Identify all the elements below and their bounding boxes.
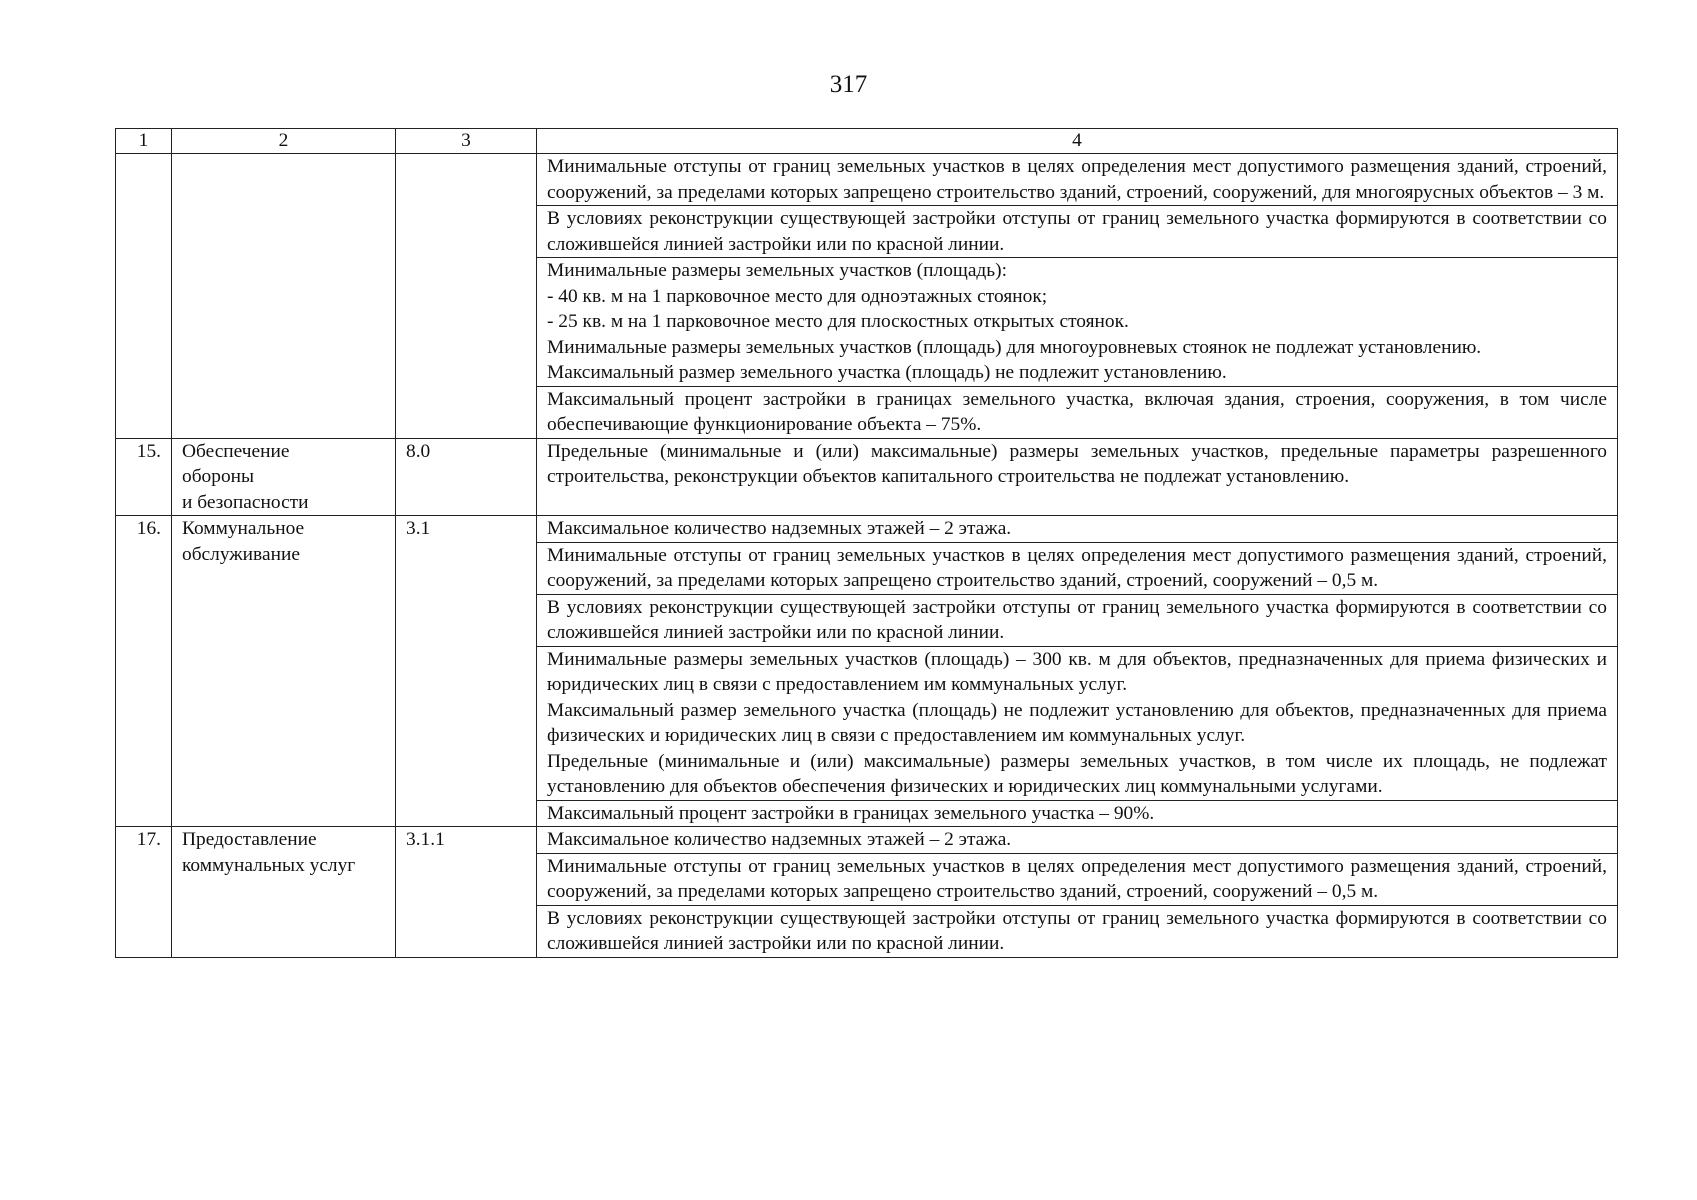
land-use-name-cell [172,516,396,827]
land-use-name-cell [172,154,396,439]
parameter-cell [537,800,1618,827]
parameter-paragraph: Минимальные размеры земельных участков (площадь): [547,260,1007,281]
column-header-3: 3 [396,129,537,154]
parameter-paragraph: Предельные (минимальные и (или) максимальные) размеры земельных участков, в том числе их площадь, не подлежат установлению для объектов обеспечения физических и юридических лиц коммунальными услугами. [547,750,1607,797]
page-number: 317 [829,71,868,98]
parameter-paragraph: Максимальный размер земельного участка (площадь) не подлежит установлению для объектов, предназначенных для приема физических и юридических лиц в связи с предоставлением им коммунальных услуг. [547,699,1607,746]
parameter-cell [537,438,1618,516]
land-use-name-cell [172,827,396,958]
table-row [116,438,1618,516]
table-row [116,154,1618,206]
parameter-paragraph: - 25 кв. м на 1 парковочное место для плоскостных открытых стоянок. [547,311,1129,332]
row-number-cell: 15. [116,438,172,516]
row-number-cell: 17. [116,827,172,958]
parameter-cell [537,206,1618,258]
parameter-paragraph: В условиях реконструкции существующей застройки отступы от границ земельного участка формируются в соответствии со сложившейся линией застройки или по красной линии. [547,596,1607,643]
table-row [116,827,1618,854]
land-use-code-cell: 3.1.1 [396,827,537,958]
parameter-cell [537,827,1618,854]
parameter-cell [537,258,1618,387]
parameter-cell [537,386,1618,438]
parameter-paragraph: Максимальное количество надземных этажей – 2 этажа. [547,518,1012,539]
parameter-cell [537,154,1618,206]
land-use-name-line: и безопасности [182,491,309,513]
land-use-name-line: Обеспечение [182,440,290,462]
column-header-1: 1 [116,129,172,154]
parameter-paragraph: В условиях реконструкции существующей застройки отступы от границ земельного участка формируются в соответствии со сложившейся линией застройки или по красной линии. [547,208,1607,255]
row-number-cell: 16. [116,516,172,827]
parameter-paragraph: Максимальный процент застройки в границах земельного участка – 90%. [547,802,1155,824]
land-use-name-line: Коммунальное [182,518,305,539]
parameter-paragraph: Максимальный размер земельного участка (площадь) не подлежит установлению. [547,362,1227,383]
regulations-table [115,128,1618,958]
land-use-name-line: Предоставление [182,829,317,850]
table-row [116,516,1618,543]
parameter-cell [537,594,1618,646]
parameter-paragraph: Максимальный процент застройки в границах земельного участка, включая здания, строения, сооружения, в том числе обеспечивающие функционирование объекта – 75%. [547,388,1607,435]
land-use-name-line: обслуживание [182,543,300,565]
parameter-cell [537,646,1618,800]
parameter-paragraph: Максимальное количество надземных этажей – 2 этажа. [547,829,1012,850]
parameter-cell [537,905,1618,957]
parameter-paragraph: Предельные (минимальные и (или) максимальные) размеры земельных участков, предельные параметры разрешенного строительства, реконструкции объектов капитального строительства не подлежат установлению. [547,440,1607,487]
parameter-cell [537,516,1618,543]
parameter-cell [537,853,1618,905]
parameter-paragraph: Минимальные отступы от границ земельных участков в целях определения мест допустимого размещения зданий, строений, сооружений, за пределами которых запрещено строительство зданий, строений, сооружений – 0,5 м. [547,855,1607,902]
land-use-code-cell [396,154,537,439]
land-use-name-cell [172,438,396,516]
parameter-paragraph: Минимальные размеры земельных участков (площадь) для многоуровневых стоянок не подлежат установлению. [547,336,1482,358]
land-use-name-line: обороны [182,466,255,487]
parameter-paragraph: Минимальные отступы от границ земельных участков в целях определения мест допустимого размещения зданий, строений, сооружений, за пределами которых запрещено строительство зданий, строений, сооружений, для многоярусных объектов – 3 м. [547,156,1607,203]
land-use-code-cell: 8.0 [396,438,537,516]
parameter-paragraph: В условиях реконструкции существующей застройки отступы от границ земельного участка формируются в соответствии со сложившейся линией застройки или по красной линии. [547,907,1607,954]
table-body [116,129,1618,958]
parameter-paragraph: - 40 кв. м на 1 парковочное место для одноэтажных стоянок; [547,285,1048,307]
land-use-name-line: коммунальных услуг [182,854,356,876]
table-header-row [116,129,1618,154]
land-use-code-cell: 3.1 [396,516,537,827]
parameter-paragraph: Минимальные отступы от границ земельных участков в целях определения мест допустимого размещения зданий, строений, сооружений, за пределами которых запрещено строительство зданий, строений, сооружений – 0,5 м. [547,544,1607,591]
row-number-cell [116,154,172,439]
column-header-4: 4 [537,129,1618,154]
parameter-cell [537,542,1618,594]
parameter-paragraph: Минимальные размеры земельных участков (площадь) – 300 кв. м для объектов, предназначенных для приема физических и юридических лиц в связи с предоставлением им коммунальных услуг. [547,648,1607,695]
column-header-2: 2 [172,129,396,154]
